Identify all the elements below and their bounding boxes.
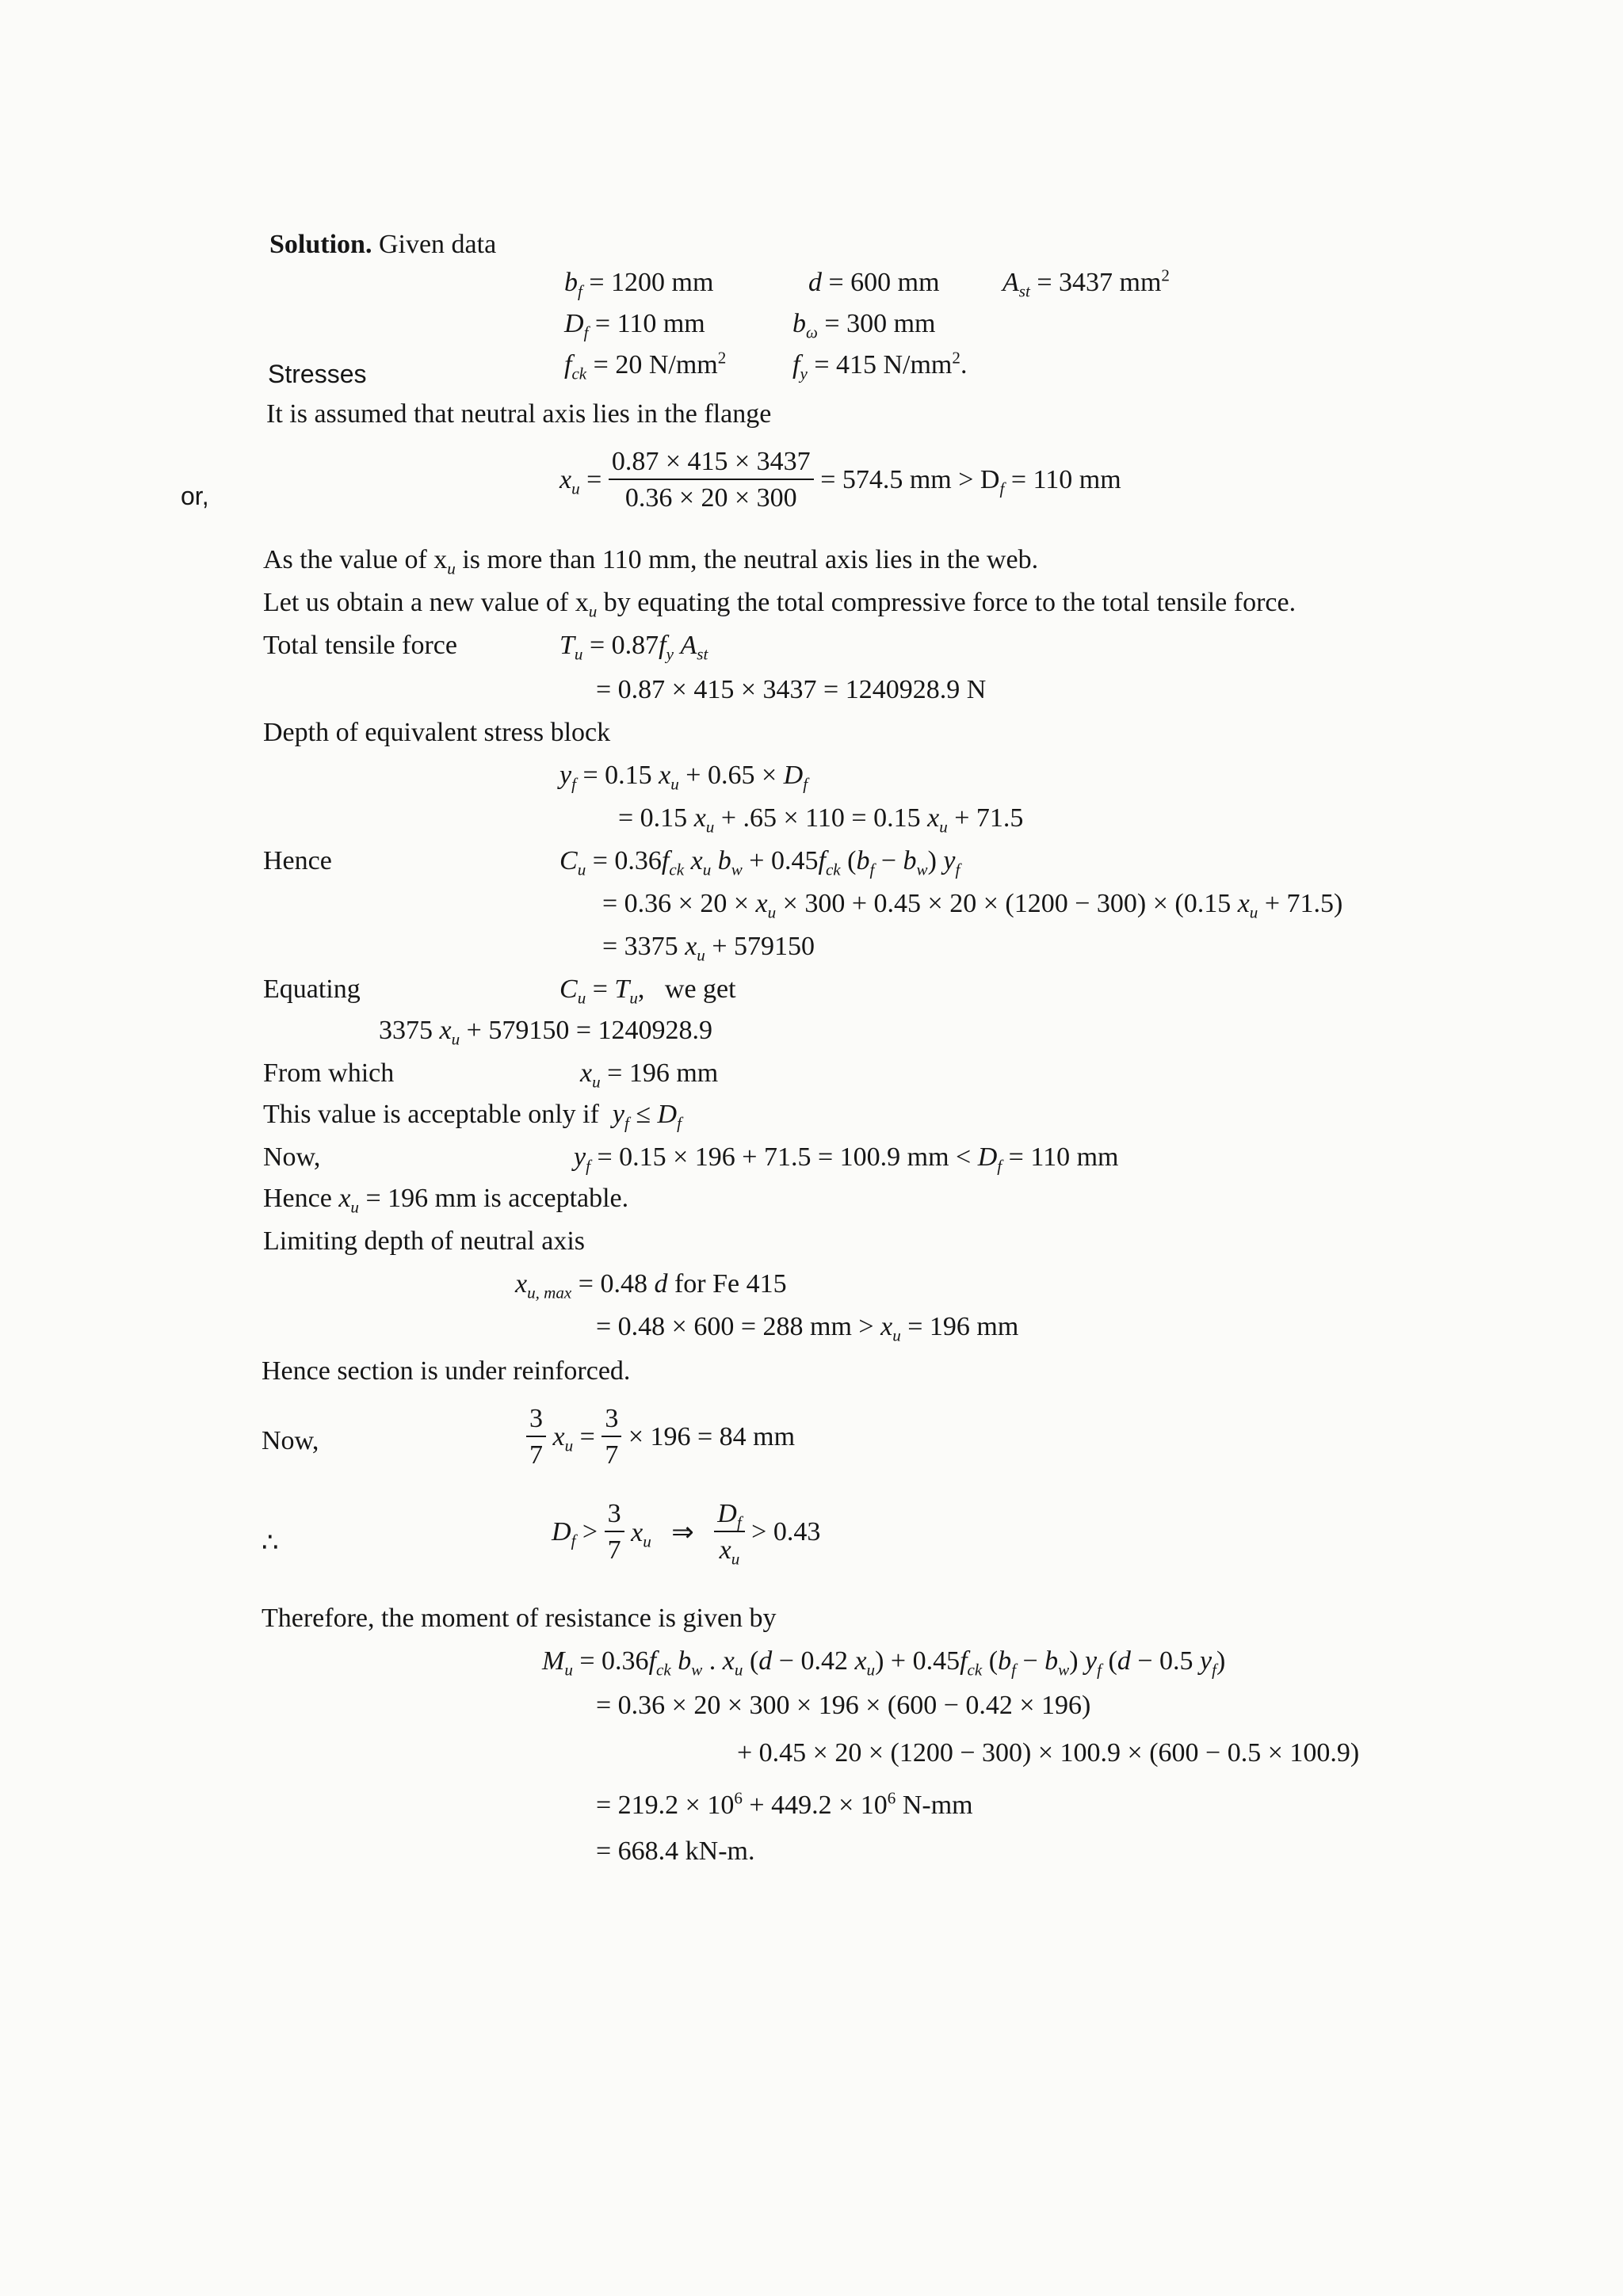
given-ast: $A_{st} = 3437$ $mm^2$ bbox=[1002, 265, 1170, 301]
moment-label: Therefore, the moment of resistance is given by bbox=[262, 1604, 777, 1633]
from-which-label: From which bbox=[263, 1058, 395, 1088]
given-bf: $b_f = 1200$ mm bbox=[564, 268, 714, 301]
yf-eq2: = 0.15 $x_u + .65 \times 110 = 0.15$ $x_u + 71.5$ bbox=[618, 803, 1024, 837]
under-reinforced-text: Hence section is under reinforced. bbox=[262, 1356, 631, 1386]
xumax-eq2: = 0.48 × 600 = 288 mm > $x_u = 196$ mm bbox=[596, 1312, 1019, 1345]
mu-result: = 668.4 kN-m. bbox=[596, 1836, 755, 1866]
mu-eq2: = 0.36 × 20 × 300 × 196 × (600 − 0.42 × 196) bbox=[596, 1691, 1091, 1720]
xu-first-equation: $x_u$ = $\frac{0.87 \times 415 \times 3437}{0.36 \times 20 \times 300}$ = 574.5 mm > $D_f = 110$ mm bbox=[559, 447, 1121, 513]
cu-eq3: = 3375 $x_u + 579150$ bbox=[602, 932, 815, 965]
equating-label: Equating bbox=[263, 974, 361, 1004]
stresses-label: Stresses bbox=[268, 360, 367, 388]
tensile-label: Total tensile force bbox=[263, 631, 457, 660]
solution-heading: Solution. Given data bbox=[269, 230, 497, 259]
or-label: or, bbox=[181, 482, 209, 510]
cu-eq1: $C_u = 0.36f_{ck}$ $x_u$ $b_w + 0.45f_{ck}$ $(b_f - b_w)$ $y_f$ bbox=[559, 846, 960, 879]
given-fck: $f_{ck} = 20$ $N/mm^2$ bbox=[564, 348, 727, 383]
ratio-eq: $D_f$ > $\frac{3}{7}$ $x_u$ ⇒ $\frac{D_f}{x_u}$ > 0.43 bbox=[552, 1499, 821, 1569]
given-Df: $D_f = 110$ mm bbox=[564, 309, 705, 342]
equating-eq: $C_u = T_u$, we get bbox=[559, 974, 736, 1008]
yf-check: $y_f = 0.15 \times 196 + 71.5 = 100.9$ mm < $D_f = 110$ mm bbox=[574, 1142, 1119, 1176]
depth-label: Depth of equivalent stress block bbox=[263, 718, 611, 747]
therefore-symbol: ∴ bbox=[262, 1527, 279, 1558]
tensile-eq2: = 0.87 × 415 × 3437 = 1240928.9 N bbox=[596, 675, 987, 704]
limiting-label: Limiting depth of neutral axis bbox=[263, 1226, 586, 1256]
cu-eq2: = $0.36 \times 20 \times x_u \times 300 + 0.45 \times 20 \times (1200 - 300) \times (0.15$ $x_u + 71.5$) bbox=[602, 889, 1343, 922]
given-d: d = 600 mm bbox=[808, 268, 940, 297]
three-sevenths-eq: $\frac{3}{7}$ $x_u$ = $\frac{3}{7}$ × 196 = 84 mm bbox=[526, 1405, 795, 1469]
given-fy: $f_y = 415$ $N/mm^2$. bbox=[792, 348, 968, 383]
hence-xu-acceptable: Hence $x_u = 196$ mm is acceptable. bbox=[263, 1184, 629, 1217]
now-label-2: Now, bbox=[262, 1426, 319, 1455]
hence-label: Hence bbox=[263, 846, 332, 875]
mu-eq3: + 0.45 × 20 × (1200 − 300) × 100.9 × (600 − 0.5 × 100.9) bbox=[737, 1738, 1360, 1768]
yf-eq1: $y_f = 0.15$ $x_u + 0.65 \times D_f$ bbox=[559, 761, 808, 794]
mu-eq1: $M_u = 0.36f_{ck}$ $b_w$ . $x_u$ (d − 0.42 $x_u) + 0.45f_{ck}$ $(b_f - b_w)$ $y_f$ (d − 0.5 $y_f$) bbox=[542, 1646, 1226, 1680]
mu-eq4: = $219.2 \times 10^6 + 449.2 \times 10^6$ N-mm bbox=[596, 1788, 973, 1820]
tensile-eq1: $T_u = 0.87f_y$ $A_{st}$ bbox=[559, 631, 708, 664]
equating-line: 3375 $x_u + 579150 = 1240928.9$ bbox=[379, 1016, 712, 1049]
web-note: As the value of $x_u$ is more than 110 mm, the neutral axis lies in the web. bbox=[263, 545, 1039, 578]
acceptable-text: This value is acceptable only if $y_f \le D_f$ bbox=[263, 1100, 682, 1133]
new-value-note: Let us obtain a new value of $x_u$ by equating the total compressive force to the total tensile force. bbox=[263, 588, 1296, 621]
from-which-value: $x_u = 196$ mm bbox=[580, 1058, 719, 1092]
now-label-1: Now, bbox=[263, 1142, 321, 1172]
assumption-text: It is assumed that neutral axis lies in the flange bbox=[266, 399, 772, 429]
given-bw: $b_\omega = 300$ mm bbox=[792, 309, 936, 342]
xumax-eq1: $x_{u, max} = 0.48$ d for Fe 415 bbox=[515, 1269, 787, 1302]
